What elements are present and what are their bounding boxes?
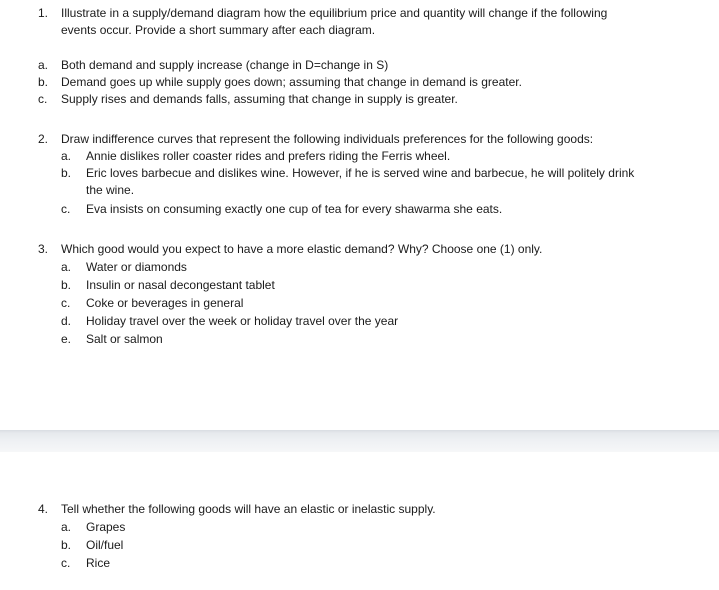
option-text: Holiday travel over the week or holiday travel over the year (86, 314, 399, 328)
question-4-text: Tell whether the following goods will have an elastic or inelastic supply. (61, 502, 436, 516)
option-label: c. (61, 296, 71, 310)
option-text: Demand goes up while supply goes down; assuming that change in demand is greater. (61, 75, 522, 89)
question-1-text-line-2: events occur. Provide a short summary after each diagram. (61, 23, 376, 37)
question-2-text: Draw indifference curves that represent the following individuals preferences for the following goods: (61, 132, 594, 146)
question-1 (0, 5, 719, 39)
question-3 (0, 241, 719, 348)
option-text: Salt or salmon (86, 332, 163, 346)
list-item (0, 295, 719, 312)
option-label: b. (61, 166, 72, 180)
question-4 (0, 501, 719, 572)
list-item (0, 519, 719, 536)
option-text: Coke or beverages in general (86, 296, 244, 310)
option-text: Eva insists on consuming exactly one cup of tea for every shawarma she eats. (86, 202, 503, 216)
list-item (0, 277, 719, 294)
option-label: a. (61, 520, 72, 534)
option-text: Annie dislikes roller coaster rides and prefers riding the Ferris wheel. (86, 149, 451, 163)
question-2-number: 2. (38, 132, 49, 146)
option-text: Rice (86, 556, 111, 570)
option-label: d. (61, 314, 72, 328)
list-item (0, 165, 719, 182)
option-text: Water or diamonds (86, 260, 187, 274)
question-1-text-line-1: Illustrate in a supply/demand diagram how the equilibrium price and quantity will change if the following (61, 6, 608, 20)
option-label: b. (61, 538, 72, 552)
question-4-number: 4. (38, 502, 49, 516)
option-label: c. (61, 556, 71, 570)
page-2 (0, 452, 719, 590)
list-item (0, 259, 719, 276)
question-2 (0, 131, 719, 218)
option-text: Insulin or nasal decongestant tablet (86, 278, 275, 292)
option-label: c. (38, 92, 48, 106)
question-3-number: 3. (38, 242, 49, 256)
list-item (0, 331, 719, 348)
option-label: b. (38, 75, 49, 89)
list-item (0, 74, 719, 91)
page-break (0, 430, 719, 452)
list-item (0, 555, 719, 572)
list-item (0, 313, 719, 330)
option-label: a. (61, 149, 72, 163)
question-1-number: 1. (38, 6, 49, 20)
option-text: Both demand and supply increase (change in D=change in S) (61, 58, 389, 72)
list-item (0, 537, 719, 554)
option-label: a. (38, 58, 49, 72)
option-text: Grapes (86, 520, 126, 534)
option-text: Supply rises and demands falls, assuming that change in supply is greater. (61, 92, 458, 106)
option-label: a. (61, 260, 72, 274)
list-item (0, 148, 719, 165)
list-item (0, 57, 719, 74)
option-label: b. (61, 278, 72, 292)
option-label: c. (61, 202, 71, 216)
list-item (0, 201, 719, 218)
option-label: e. (61, 332, 72, 346)
option-text-continued: the wine. (86, 183, 135, 197)
list-item (0, 91, 719, 108)
question-3-text: Which good would you expect to have a more elastic demand? Why? Choose one (1) only. (61, 242, 543, 256)
option-text: Eric loves barbecue and dislikes wine. However, if he is served wine and barbecue, he will politely drink (86, 166, 635, 180)
question-1-options (0, 57, 719, 108)
option-text: Oil/fuel (86, 538, 124, 552)
